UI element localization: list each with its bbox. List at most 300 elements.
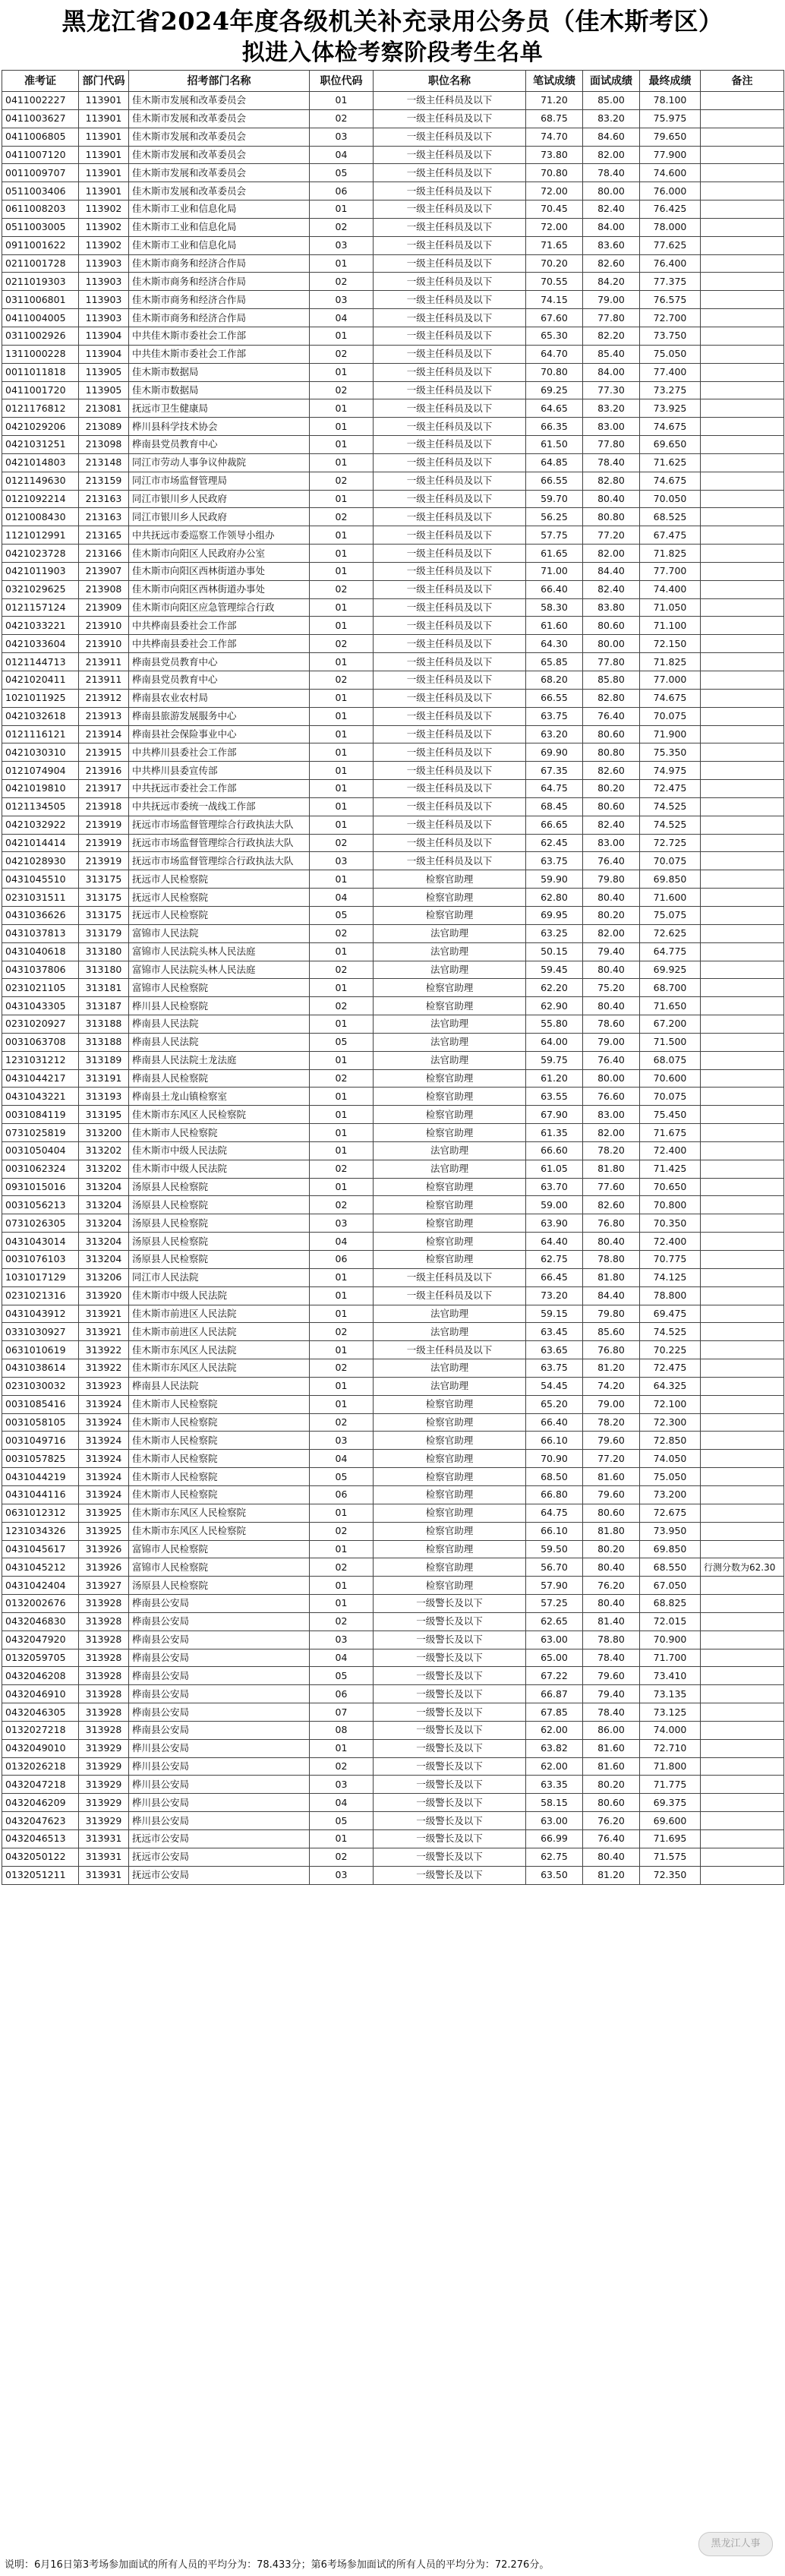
table-row — [2, 725, 784, 743]
interview-score-cell: 81.20 — [583, 1866, 640, 1884]
interview-score-cell: 80.40 — [583, 490, 640, 508]
remarks-cell — [701, 942, 784, 961]
position-name-cell: 一级主任科员及以下 — [374, 92, 526, 110]
dept-name-cell: 中共桦川县委社会工作部 — [129, 743, 310, 762]
position-code-cell: 01 — [310, 1595, 374, 1613]
table-row — [2, 1577, 784, 1595]
written-score-cell: 59.50 — [526, 1540, 583, 1558]
position-name-cell: 一级警长及以下 — [374, 1631, 526, 1649]
interview-score-cell: 79.00 — [583, 1033, 640, 1051]
dept-name-cell: 桦南县党员教育中心 — [129, 653, 310, 671]
table-row — [2, 1286, 784, 1305]
dept-code-cell: 313180 — [79, 961, 129, 979]
interview-score-cell: 83.80 — [583, 598, 640, 617]
dept-code-cell: 313204 — [79, 1233, 129, 1251]
table-row — [2, 1794, 784, 1812]
table-row — [2, 1124, 784, 1142]
interview-score-cell: 76.60 — [583, 1088, 640, 1106]
final-score-cell: 74.400 — [640, 580, 701, 598]
written-score-cell: 66.40 — [526, 580, 583, 598]
exam-id-cell: 0431044219 — [2, 1468, 79, 1486]
position-name-cell: 一级警长及以下 — [374, 1703, 526, 1722]
position-name-cell: 一级主任科员及以下 — [374, 472, 526, 490]
final-score-cell: 73.200 — [640, 1485, 701, 1504]
final-score-cell: 74.525 — [640, 797, 701, 816]
position-name-cell: 法官助理 — [374, 961, 526, 979]
remarks-cell — [701, 797, 784, 816]
written-score-cell: 54.45 — [526, 1377, 583, 1395]
exam-id-cell: 0031062324 — [2, 1160, 79, 1178]
interview-score-cell: 82.60 — [583, 762, 640, 780]
written-score-cell: 62.75 — [526, 1251, 583, 1269]
final-score-cell: 74.525 — [640, 1323, 701, 1341]
remarks-cell — [701, 1124, 784, 1142]
header-exam-id: 准考证 — [2, 71, 79, 92]
exam-id-cell: 0031063708 — [2, 1033, 79, 1051]
remarks-cell — [701, 1141, 784, 1160]
dept-code-cell: 313921 — [79, 1323, 129, 1341]
dept-code-cell: 313929 — [79, 1794, 129, 1812]
table-row — [2, 653, 784, 671]
exam-id-cell: 0431043912 — [2, 1305, 79, 1323]
interview-score-cell: 80.20 — [583, 1776, 640, 1794]
table-row — [2, 635, 784, 653]
exam-id-cell: 0011009707 — [2, 164, 79, 182]
interview-score-cell: 78.40 — [583, 1649, 640, 1667]
position-name-cell: 一级主任科员及以下 — [374, 1286, 526, 1305]
interview-score-cell: 83.00 — [583, 834, 640, 852]
exam-id-cell: 0731025819 — [2, 1124, 79, 1142]
final-score-cell: 71.825 — [640, 545, 701, 563]
interview-score-cell: 80.20 — [583, 906, 640, 924]
table-row — [2, 1540, 784, 1558]
table-row — [2, 1015, 784, 1034]
position-name-cell: 一级主任科员及以下 — [374, 617, 526, 635]
exam-id-cell: 0231030032 — [2, 1377, 79, 1395]
final-score-cell: 71.825 — [640, 653, 701, 671]
table-row — [2, 942, 784, 961]
table-row — [2, 1757, 784, 1776]
position-code-cell: 07 — [310, 1703, 374, 1722]
final-score-cell: 77.400 — [640, 363, 701, 381]
written-score-cell: 64.75 — [526, 780, 583, 798]
position-code-cell: 01 — [310, 707, 374, 725]
position-code-cell: 02 — [310, 273, 374, 291]
dept-name-cell: 佳木斯市发展和改革委员会 — [129, 109, 310, 128]
exam-id-cell: 0911001622 — [2, 236, 79, 254]
exam-id-cell: 0121074904 — [2, 762, 79, 780]
dept-code-cell: 113903 — [79, 273, 129, 291]
exam-id-cell: 0121157124 — [2, 598, 79, 617]
remarks-cell — [701, 526, 784, 545]
final-score-cell: 78.000 — [640, 218, 701, 236]
written-score-cell: 65.20 — [526, 1395, 583, 1413]
dept-code-cell: 113904 — [79, 345, 129, 363]
remarks-cell — [701, 1757, 784, 1776]
final-score-cell: 72.300 — [640, 1413, 701, 1432]
table-row — [2, 1685, 784, 1703]
interview-score-cell: 80.00 — [583, 1069, 640, 1088]
position-name-cell: 法官助理 — [374, 1051, 526, 1069]
remarks-cell — [701, 1577, 784, 1595]
remarks-cell — [701, 490, 784, 508]
dept-name-cell: 佳木斯市人民检察院 — [129, 1450, 310, 1468]
remarks-cell — [701, 1794, 784, 1812]
table-row — [2, 834, 784, 852]
position-name-cell: 一级主任科员及以下 — [374, 146, 526, 164]
exam-id-cell: 0121116121 — [2, 725, 79, 743]
table-row — [2, 1178, 784, 1196]
remarks-cell — [701, 780, 784, 798]
position-name-cell: 一级警长及以下 — [374, 1612, 526, 1631]
position-name-cell: 一级主任科员及以下 — [374, 797, 526, 816]
exam-id-cell: 0132026218 — [2, 1757, 79, 1776]
dept-name-cell: 抚远市市场监督管理综合行政执法大队 — [129, 834, 310, 852]
position-name-cell: 检察官助理 — [374, 1577, 526, 1595]
interview-score-cell: 80.00 — [583, 635, 640, 653]
final-score-cell: 67.200 — [640, 1015, 701, 1034]
exam-id-cell: 0231031511 — [2, 889, 79, 907]
remarks-cell — [701, 1631, 784, 1649]
written-score-cell: 63.90 — [526, 1214, 583, 1233]
written-score-cell: 55.80 — [526, 1015, 583, 1034]
exam-id-cell: 0421028930 — [2, 852, 79, 870]
dept-name-cell: 富锦市人民法院 — [129, 924, 310, 942]
dept-name-cell: 佳木斯市发展和改革委员会 — [129, 92, 310, 110]
position-name-cell: 一级警长及以下 — [374, 1776, 526, 1794]
dept-code-cell: 213919 — [79, 834, 129, 852]
final-score-cell: 72.015 — [640, 1612, 701, 1631]
dept-name-cell: 桦南县土龙山镇检察室 — [129, 1088, 310, 1106]
position-code-cell: 03 — [310, 291, 374, 309]
position-code-cell: 02 — [310, 635, 374, 653]
written-score-cell: 64.70 — [526, 345, 583, 363]
dept-name-cell: 富锦市人民法院头林人民法庭 — [129, 942, 310, 961]
interview-score-cell: 80.40 — [583, 997, 640, 1015]
final-score-cell: 70.050 — [640, 490, 701, 508]
position-name-cell: 检察官助理 — [374, 1450, 526, 1468]
written-score-cell: 63.20 — [526, 725, 583, 743]
written-score-cell: 67.60 — [526, 309, 583, 327]
table-row — [2, 1485, 784, 1504]
interview-score-cell: 81.20 — [583, 1359, 640, 1378]
dept-code-cell: 113905 — [79, 363, 129, 381]
written-score-cell: 57.90 — [526, 1577, 583, 1595]
remarks-cell — [701, 924, 784, 942]
position-code-cell: 08 — [310, 1721, 374, 1739]
final-score-cell: 71.900 — [640, 725, 701, 743]
exam-id-cell: 0411007120 — [2, 146, 79, 164]
position-code-cell: 01 — [310, 1178, 374, 1196]
position-code-cell: 01 — [310, 725, 374, 743]
watermark-logo: 黑龙江人事 — [698, 2532, 773, 2556]
position-code-cell: 01 — [310, 92, 374, 110]
dept-code-cell: 313175 — [79, 870, 129, 889]
dept-code-cell: 313181 — [79, 979, 129, 997]
final-score-cell: 71.650 — [640, 997, 701, 1015]
table-row — [2, 997, 784, 1015]
position-code-cell: 02 — [310, 1196, 374, 1214]
dept-code-cell: 313928 — [79, 1667, 129, 1685]
table-row — [2, 1522, 784, 1540]
dept-name-cell: 富锦市人民检察院 — [129, 1558, 310, 1577]
position-code-cell: 01 — [310, 1015, 374, 1034]
position-code-cell: 01 — [310, 1577, 374, 1595]
dept-code-cell: 313204 — [79, 1196, 129, 1214]
dept-name-cell: 抚远市公安局 — [129, 1848, 310, 1866]
position-name-cell: 检察官助理 — [374, 1178, 526, 1196]
table-row — [2, 1504, 784, 1522]
interview-score-cell: 82.40 — [583, 816, 640, 834]
final-score-cell: 72.625 — [640, 924, 701, 942]
dept-code-cell: 213912 — [79, 689, 129, 707]
remarks-cell — [701, 1178, 784, 1196]
position-code-cell: 01 — [310, 1124, 374, 1142]
position-name-cell: 一级主任科员及以下 — [374, 309, 526, 327]
position-name-cell: 一级主任科员及以下 — [374, 508, 526, 526]
final-score-cell: 72.475 — [640, 780, 701, 798]
exam-id-cell: 0631010619 — [2, 1341, 79, 1359]
final-score-cell: 71.625 — [640, 453, 701, 472]
dept-code-cell: 313931 — [79, 1848, 129, 1866]
position-name-cell: 检察官助理 — [374, 1485, 526, 1504]
interview-score-cell: 79.60 — [583, 1667, 640, 1685]
position-name-cell: 检察官助理 — [374, 1432, 526, 1450]
interview-score-cell: 83.00 — [583, 418, 640, 436]
remarks-cell — [701, 816, 784, 834]
dept-code-cell: 313924 — [79, 1413, 129, 1432]
position-name-cell: 一级主任科员及以下 — [374, 164, 526, 182]
position-name-cell: 检察官助理 — [374, 906, 526, 924]
remarks-cell — [701, 436, 784, 454]
dept-name-cell: 桦南县公安局 — [129, 1703, 310, 1722]
remarks-cell — [701, 1540, 784, 1558]
position-name-cell: 检察官助理 — [374, 1233, 526, 1251]
dept-name-cell: 同江市劳动人事争议仲裁院 — [129, 453, 310, 472]
dept-name-cell: 抚远市卫生健康局 — [129, 399, 310, 418]
table-row — [2, 182, 784, 200]
dept-name-cell: 佳木斯市向阳区西林街道办事处 — [129, 562, 310, 580]
final-score-cell: 67.475 — [640, 526, 701, 545]
final-score-cell: 76.425 — [640, 200, 701, 219]
exam-id-cell: 0432050122 — [2, 1848, 79, 1866]
final-score-cell: 68.700 — [640, 979, 701, 997]
dept-name-cell: 桦川县公安局 — [129, 1776, 310, 1794]
position-name-cell: 一级主任科员及以下 — [374, 254, 526, 273]
position-code-cell: 02 — [310, 834, 374, 852]
position-name-cell: 一级主任科员及以下 — [374, 200, 526, 219]
remarks-cell — [701, 1341, 784, 1359]
final-score-cell: 74.675 — [640, 689, 701, 707]
exam-id-cell: 0211019303 — [2, 273, 79, 291]
interview-score-cell: 80.40 — [583, 1595, 640, 1613]
written-score-cell: 64.85 — [526, 453, 583, 472]
dept-name-cell: 桦川县公安局 — [129, 1794, 310, 1812]
dept-name-cell: 佳木斯市东风区人民法院 — [129, 1359, 310, 1378]
exam-id-cell: 0132051211 — [2, 1866, 79, 1884]
page-subtitle: 拟进入体检考察阶段考生名单 — [241, 39, 544, 66]
interview-score-cell: 82.80 — [583, 689, 640, 707]
position-name-cell: 一级警长及以下 — [374, 1830, 526, 1848]
remarks-cell — [701, 671, 784, 690]
position-code-cell: 02 — [310, 381, 374, 399]
interview-score-cell: 80.40 — [583, 889, 640, 907]
remarks-cell — [701, 598, 784, 617]
dept-name-cell: 佳木斯市商务和经济合作局 — [129, 291, 310, 309]
candidate-table — [2, 70, 784, 1885]
exam-id-cell: 0611008203 — [2, 200, 79, 219]
final-score-cell: 71.675 — [640, 1124, 701, 1142]
position-code-cell: 02 — [310, 1413, 374, 1432]
written-score-cell: 67.35 — [526, 762, 583, 780]
interview-score-cell: 83.60 — [583, 236, 640, 254]
position-code-cell: 01 — [310, 526, 374, 545]
dept-name-cell: 桦川县科学技术协会 — [129, 418, 310, 436]
interview-score-cell: 82.60 — [583, 1196, 640, 1214]
position-name-cell: 一级主任科员及以下 — [374, 218, 526, 236]
final-score-cell: 71.600 — [640, 889, 701, 907]
exam-id-cell: 0631012312 — [2, 1504, 79, 1522]
dept-code-cell: 213910 — [79, 635, 129, 653]
dept-code-cell: 313923 — [79, 1377, 129, 1395]
table-row — [2, 1848, 784, 1866]
position-name-cell: 一级警长及以下 — [374, 1757, 526, 1776]
position-code-cell: 04 — [310, 309, 374, 327]
final-score-cell: 72.400 — [640, 1141, 701, 1160]
table-row — [2, 1359, 784, 1378]
written-score-cell: 59.75 — [526, 1051, 583, 1069]
position-name-cell: 检察官助理 — [374, 1106, 526, 1124]
position-name-cell: 一级主任科员及以下 — [374, 490, 526, 508]
dept-name-cell: 佳木斯市中级人民法院 — [129, 1160, 310, 1178]
dept-code-cell: 213916 — [79, 762, 129, 780]
written-score-cell: 61.35 — [526, 1124, 583, 1142]
dept-code-cell: 313925 — [79, 1522, 129, 1540]
interview-score-cell: 81.60 — [583, 1757, 640, 1776]
written-score-cell: 64.30 — [526, 635, 583, 653]
written-score-cell: 64.75 — [526, 1504, 583, 1522]
position-name-cell: 法官助理 — [374, 1377, 526, 1395]
position-code-cell: 01 — [310, 562, 374, 580]
remarks-cell — [701, 1160, 784, 1178]
dept-name-cell: 富锦市人民检察院 — [129, 979, 310, 997]
interview-score-cell: 77.80 — [583, 309, 640, 327]
dept-code-cell: 313921 — [79, 1305, 129, 1323]
dept-code-cell: 213081 — [79, 399, 129, 418]
dept-code-cell: 313928 — [79, 1685, 129, 1703]
dept-code-cell: 313928 — [79, 1721, 129, 1739]
position-name-cell: 一级主任科员及以下 — [374, 327, 526, 345]
dept-name-cell: 抚远市人民检察院 — [129, 870, 310, 889]
table-row — [2, 200, 784, 219]
exam-id-cell: 0031076103 — [2, 1251, 79, 1269]
exam-id-cell: 0231021105 — [2, 979, 79, 997]
dept-name-cell: 佳木斯市发展和改革委员会 — [129, 164, 310, 182]
dept-name-cell: 中共桦南县委社会工作部 — [129, 617, 310, 635]
position-name-cell: 检察官助理 — [374, 1395, 526, 1413]
final-score-cell: 75.975 — [640, 109, 701, 128]
dept-name-cell: 桦南县人民法院 — [129, 1015, 310, 1034]
dept-name-cell: 佳木斯市向阳区西林街道办事处 — [129, 580, 310, 598]
dept-name-cell: 同江市银川乡人民政府 — [129, 508, 310, 526]
table-row — [2, 490, 784, 508]
interview-score-cell: 78.40 — [583, 164, 640, 182]
exam-id-cell: 0421029206 — [2, 418, 79, 436]
dept-name-cell: 汤原县人民检察院 — [129, 1251, 310, 1269]
written-score-cell: 59.90 — [526, 870, 583, 889]
final-score-cell: 70.350 — [640, 1214, 701, 1233]
dept-name-cell: 汤原县人民检察院 — [129, 1233, 310, 1251]
interview-score-cell: 76.40 — [583, 707, 640, 725]
exam-id-cell: 0511003406 — [2, 182, 79, 200]
dept-code-cell: 213163 — [79, 508, 129, 526]
table-row — [2, 345, 784, 363]
written-score-cell: 64.65 — [526, 399, 583, 418]
exam-id-cell: 0011011818 — [2, 363, 79, 381]
dept-name-cell: 桦川县公安局 — [129, 1757, 310, 1776]
dept-code-cell: 313175 — [79, 906, 129, 924]
position-code-cell: 01 — [310, 1830, 374, 1848]
interview-score-cell: 81.60 — [583, 1468, 640, 1486]
interview-score-cell: 80.60 — [583, 725, 640, 743]
written-score-cell: 67.85 — [526, 1703, 583, 1722]
interview-score-cell: 80.40 — [583, 1558, 640, 1577]
position-code-cell: 01 — [310, 1268, 374, 1286]
position-name-cell: 一级主任科员及以下 — [374, 852, 526, 870]
table-row — [2, 1830, 784, 1848]
table-row — [2, 743, 784, 762]
table-row — [2, 1866, 784, 1884]
dept-code-cell: 213911 — [79, 671, 129, 690]
interview-score-cell: 82.00 — [583, 146, 640, 164]
written-score-cell: 72.00 — [526, 218, 583, 236]
dept-name-cell: 佳木斯市前进区人民法院 — [129, 1323, 310, 1341]
position-name-cell: 一级主任科员及以下 — [374, 273, 526, 291]
dept-code-cell: 313929 — [79, 1757, 129, 1776]
position-name-cell: 一级主任科员及以下 — [374, 345, 526, 363]
table-row — [2, 1233, 784, 1251]
table-row — [2, 852, 784, 870]
dept-code-cell: 313931 — [79, 1830, 129, 1848]
dept-code-cell: 213166 — [79, 545, 129, 563]
remarks-cell — [701, 906, 784, 924]
table-row — [2, 1739, 784, 1757]
position-name-cell: 检察官助理 — [374, 979, 526, 997]
final-score-cell: 76.575 — [640, 291, 701, 309]
written-score-cell: 63.00 — [526, 1631, 583, 1649]
exam-id-cell: 0431037806 — [2, 961, 79, 979]
exam-id-cell: 0231020927 — [2, 1015, 79, 1034]
remarks-cell — [701, 1359, 784, 1378]
written-score-cell: 64.00 — [526, 1033, 583, 1051]
table-row — [2, 254, 784, 273]
interview-score-cell: 80.20 — [583, 1540, 640, 1558]
written-score-cell: 73.20 — [526, 1286, 583, 1305]
table-row — [2, 1305, 784, 1323]
interview-score-cell: 82.20 — [583, 327, 640, 345]
position-name-cell: 一级主任科员及以下 — [374, 762, 526, 780]
written-score-cell: 59.45 — [526, 961, 583, 979]
written-score-cell: 68.75 — [526, 109, 583, 128]
final-score-cell: 68.825 — [640, 1595, 701, 1613]
final-score-cell: 70.650 — [640, 1178, 701, 1196]
table-row — [2, 580, 784, 598]
remarks-cell — [701, 128, 784, 146]
dept-code-cell: 113901 — [79, 92, 129, 110]
interview-score-cell: 77.30 — [583, 381, 640, 399]
written-score-cell: 63.82 — [526, 1739, 583, 1757]
written-score-cell: 69.95 — [526, 906, 583, 924]
